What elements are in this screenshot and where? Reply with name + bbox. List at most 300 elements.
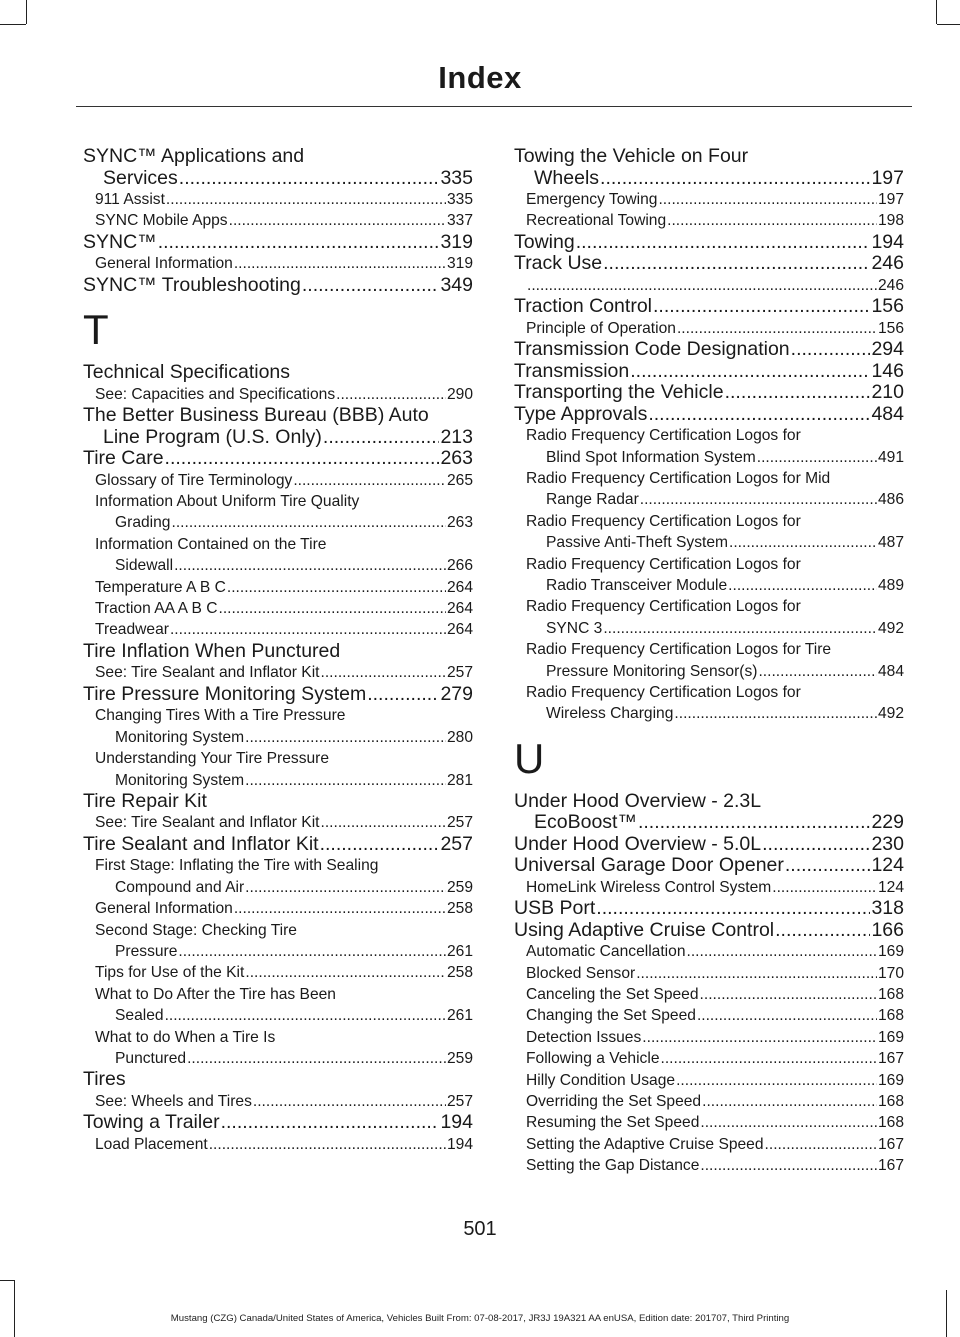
- index-entry[interactable]: [83, 362, 473, 384]
- index-subentry[interactable]: [83, 210, 473, 231]
- entry-text: Track Use: [514, 252, 603, 275]
- entry-text: Tire Repair Kit: [83, 789, 207, 812]
- entry-text: Sealed: [115, 1007, 164, 1025]
- page-reference[interactable]: 261: [446, 942, 473, 960]
- index-subentry[interactable]: [514, 1155, 904, 1176]
- index-subentry[interactable]: [83, 920, 473, 963]
- page-reference[interactable]: 194: [871, 230, 904, 253]
- entry-text: Traction AA A B C: [95, 600, 218, 618]
- page-number: 501: [463, 1218, 497, 1240]
- index-entry[interactable]: [514, 834, 904, 856]
- entry-text: SYNC™ Applications and: [83, 145, 305, 167]
- page-reference[interactable]: 169: [877, 1028, 904, 1046]
- dot-leader: [165, 448, 440, 470]
- page-reference[interactable]: 169: [877, 1071, 904, 1089]
- page-reference[interactable]: 318: [871, 897, 904, 920]
- entry-text: Radio Transceiver Module: [546, 576, 728, 594]
- page-reference[interactable]: 264: [446, 578, 473, 596]
- dot-leader: [293, 470, 446, 491]
- entry-text: Transporting the Vehicle: [514, 381, 724, 404]
- page-reference[interactable]: 246: [871, 252, 904, 275]
- index-entry[interactable]: [514, 296, 904, 318]
- page-reference[interactable]: 257: [440, 832, 473, 855]
- page-reference[interactable]: 335: [446, 191, 473, 208]
- entry-text: Wheels: [534, 166, 600, 189]
- entry-text: Transmission Code Designation: [514, 338, 790, 361]
- dot-leader: [320, 834, 440, 856]
- dot-leader: [323, 427, 440, 449]
- page-reference[interactable]: 319: [446, 255, 473, 273]
- dot-leader: [178, 941, 446, 962]
- page-reference[interactable]: 168: [877, 1007, 904, 1025]
- page-reference[interactable]: 167: [877, 1135, 904, 1153]
- index-entry[interactable]: [83, 448, 473, 470]
- page-reference[interactable]: 487: [877, 534, 904, 552]
- dot-leader: [321, 812, 446, 833]
- page-reference[interactable]: 294: [871, 338, 904, 361]
- entry-text: Recreational Towing: [526, 212, 667, 230]
- entry-text: Punctured: [115, 1049, 187, 1067]
- page-reference[interactable]: 257: [446, 814, 473, 832]
- index-subentry[interactable]: [514, 554, 904, 597]
- index-letter-heading: U: [514, 734, 545, 782]
- page-reference[interactable]: 259: [446, 878, 473, 896]
- index-entry[interactable]: [83, 684, 473, 706]
- index-subentry[interactable]: [83, 577, 473, 598]
- page-reference[interactable]: 167: [877, 1050, 904, 1068]
- dot-leader: [785, 855, 871, 877]
- dot-leader: [772, 877, 877, 898]
- entry-text: Transmission: [514, 359, 630, 382]
- dot-leader: [179, 168, 440, 190]
- entry-text: Traction Control: [514, 295, 652, 318]
- dot-leader: [687, 941, 877, 962]
- dot-leader: [245, 877, 446, 898]
- entry-text: Glossary of Tire Terminology: [95, 471, 293, 489]
- entry-text: Monitoring System: [115, 728, 245, 746]
- entry-text: Tire Care: [83, 447, 164, 470]
- entry-text: Load Placement: [95, 1135, 208, 1153]
- entry-text: Information Contained on the Tire: [95, 535, 327, 553]
- entry-text: See: Capacities and Specifications: [95, 385, 336, 403]
- dot-leader: [234, 253, 446, 274]
- entry-text: Universal Garage Door Opener: [514, 854, 784, 877]
- entry-text: SYNC 3: [546, 619, 603, 637]
- entry-text: SYNC™ Troubleshooting: [83, 273, 301, 296]
- entry-text: Compound and Air: [115, 878, 245, 896]
- index-subentry[interactable]: [83, 898, 473, 919]
- crop-mark: [14, 1280, 15, 1337]
- index-letter-heading: T: [83, 306, 109, 354]
- index-subentry[interactable]: [514, 1091, 904, 1112]
- index-subentry[interactable]: [83, 984, 473, 1027]
- entry-text: General Information: [95, 900, 233, 918]
- dot-leader: [758, 661, 877, 682]
- index-subentry[interactable]: [83, 1134, 473, 1155]
- index-subentry[interactable]: [83, 962, 473, 983]
- dot-leader: [367, 684, 439, 706]
- dot-leader: [648, 404, 870, 426]
- entry-text: Tires: [83, 1068, 126, 1091]
- dot-leader: [596, 898, 870, 920]
- index-subentry[interactable]: [514, 941, 904, 962]
- index-subentry[interactable]: [514, 596, 904, 639]
- dot-leader: [677, 318, 877, 339]
- entry-text: General Information: [95, 255, 233, 273]
- page-reference[interactable]: 213: [440, 425, 473, 448]
- entry-text: Treadwear: [95, 621, 169, 639]
- page-reference[interactable]: 263: [440, 447, 473, 470]
- entry-text: Technical Specifications: [83, 361, 291, 384]
- index-subentry[interactable]: [83, 384, 473, 405]
- entry-text: Blocked Sensor: [526, 964, 636, 982]
- dot-leader: [229, 210, 446, 231]
- page-reference[interactable]: 259: [446, 1049, 473, 1067]
- index-subentry[interactable]: [83, 705, 473, 748]
- index-subentry[interactable]: [514, 511, 904, 554]
- dot-leader: [642, 1027, 877, 1048]
- entry-text: Radio Frequency Certification Logos for: [526, 555, 801, 573]
- entry-text: What to Do After the Tire has Been: [95, 985, 336, 1003]
- page-reference[interactable]: 280: [446, 728, 473, 746]
- dot-leader: [757, 447, 877, 468]
- entry-text: Hilly Condition Usage: [526, 1071, 676, 1089]
- index-subentry[interactable]: [83, 1027, 473, 1070]
- dot-leader: [221, 1112, 440, 1134]
- dot-leader: [700, 1112, 877, 1133]
- dot-leader: [700, 984, 877, 1005]
- dot-leader: [702, 1091, 877, 1112]
- index-entry[interactable]: [514, 253, 904, 275]
- index-subentry[interactable]: [83, 748, 473, 791]
- index-subentry[interactable]: [83, 598, 473, 619]
- page-reference[interactable]: 197: [871, 166, 904, 189]
- entry-text: Pressure: [115, 942, 178, 960]
- dot-leader: [166, 189, 446, 210]
- entry-text: Radio Frequency Certification Logos for: [526, 598, 801, 616]
- entry-text: Radio Frequency Certification Logos for: [526, 427, 801, 445]
- page-reference[interactable]: 168: [877, 1093, 904, 1111]
- index-subentry[interactable]: [83, 619, 473, 640]
- dot-leader: [600, 168, 870, 190]
- page-reference[interactable]: 198: [877, 212, 904, 230]
- index-entry[interactable]: [83, 405, 473, 448]
- entry-text: Radio Frequency Certification Logos for: [526, 684, 801, 701]
- index-subentry[interactable]: [514, 984, 904, 1005]
- page-reference[interactable]: 167: [877, 1157, 904, 1175]
- page-reference[interactable]: 194: [446, 1135, 473, 1153]
- index-entry[interactable]: [514, 791, 904, 834]
- dot-leader: [640, 489, 877, 510]
- dot-leader: [321, 662, 446, 683]
- page-reference[interactable]: 258: [446, 900, 473, 918]
- dot-leader: [658, 189, 877, 210]
- entry-text: HomeLink Wireless Control System: [526, 878, 772, 896]
- index-entry[interactable]: [514, 920, 904, 942]
- dot-leader: [209, 1134, 446, 1155]
- dot-leader: [636, 963, 877, 984]
- index-subentry[interactable]: [83, 662, 473, 683]
- entry-text: See: Wheels and Tires: [95, 1092, 252, 1110]
- dot-leader: [171, 512, 445, 533]
- entry-text: Wireless Charging: [546, 705, 674, 723]
- page-reference[interactable]: 258: [446, 964, 473, 982]
- index-subentry[interactable]: [514, 275, 904, 296]
- index-entry[interactable]: [83, 1069, 473, 1091]
- index-subentry[interactable]: [514, 189, 904, 210]
- dot-leader: [762, 834, 870, 856]
- dot-leader: [700, 1155, 877, 1176]
- entry-text: The Better Business Bureau (BBB) Auto: [83, 404, 429, 427]
- dot-leader: [728, 575, 877, 596]
- index-subentry[interactable]: [83, 189, 473, 210]
- entry-text: Setting the Adaptive Cruise Speed: [526, 1135, 764, 1153]
- entry-text: Sidewall: [115, 557, 174, 575]
- crop-mark: [0, 1280, 14, 1281]
- entry-text: Grading: [115, 514, 171, 532]
- entry-text: Information About Uniform Tire Quality: [95, 493, 360, 511]
- dot-leader: [234, 898, 446, 919]
- page-title: Index: [438, 60, 522, 95]
- entry-text: Radio Frequency Certification Logos for Mid: [526, 469, 831, 487]
- page-reference[interactable]: 263: [446, 514, 473, 532]
- entry-text: Changing the Set Speed: [526, 1007, 696, 1025]
- entry-text: SYNC™: [83, 230, 157, 253]
- dot-leader: [527, 275, 877, 296]
- page-reference[interactable]: 156: [871, 295, 904, 318]
- page-reference[interactable]: 166: [871, 918, 904, 941]
- page-reference[interactable]: 492: [877, 619, 904, 637]
- entry-text: Overriding the Set Speed: [526, 1093, 702, 1111]
- dot-leader: [661, 1048, 877, 1069]
- entry-text: See: Tire Sealant and Inflator Kit: [95, 664, 320, 682]
- footer-text: Mustang (CZG) Canada/United States of America, Vehicles Built From: 07-08-2017, JR3J 19A321 AA enUSA, Edition date: 201707, Third Printing: [170, 1313, 790, 1324]
- entry-text: Line Program (U.S. Only): [103, 425, 322, 448]
- page-reference[interactable]: 156: [877, 319, 904, 337]
- page-reference[interactable]: 257: [446, 1092, 473, 1110]
- page-reference[interactable]: 279: [440, 682, 473, 705]
- index-entry[interactable]: [83, 275, 473, 297]
- page-reference[interactable]: 484: [871, 402, 904, 425]
- entry-text: Using Adaptive Cruise Control: [514, 918, 775, 941]
- entry-text: SYNC Mobile Apps: [95, 212, 228, 230]
- crop-mark: [936, 0, 937, 24]
- entry-text: See: Tire Sealant and Inflator Kit: [95, 814, 320, 832]
- dot-leader: [227, 577, 446, 598]
- dot-leader: [219, 598, 446, 619]
- index-entry[interactable]: [83, 834, 473, 856]
- index-subentry[interactable]: [514, 210, 904, 231]
- dot-leader: [638, 812, 870, 834]
- index-subentry[interactable]: [83, 812, 473, 833]
- index-subentry[interactable]: [514, 1027, 904, 1048]
- entry-text: Understanding Your Tire Pressure: [95, 750, 330, 768]
- page-reference[interactable]: 489: [877, 576, 904, 594]
- entry-text: Resuming the Set Speed: [526, 1114, 700, 1132]
- entry-text: What to do When a Tire Is: [95, 1028, 276, 1046]
- entry-text: USB Port: [514, 897, 596, 920]
- index-entry[interactable]: [514, 361, 904, 383]
- index-entry[interactable]: [83, 146, 473, 189]
- crop-mark: [937, 24, 960, 25]
- page-reference[interactable]: 168: [877, 986, 904, 1004]
- index-subentry[interactable]: [83, 253, 473, 274]
- entry-text: Pressure Monitoring Sensor(s): [546, 662, 758, 680]
- index-entry[interactable]: [83, 1112, 473, 1134]
- index-entry[interactable]: [514, 404, 904, 426]
- entry-text: Tips for Use of the Kit: [95, 964, 245, 982]
- dot-leader: [576, 232, 871, 254]
- index-subentry[interactable]: [83, 534, 473, 577]
- index-column-right: [514, 146, 904, 1177]
- dot-leader: [725, 382, 871, 404]
- page-reference[interactable]: 168: [877, 1114, 904, 1132]
- entry-text: First Stage: Inflating the Tire with Sealing: [95, 857, 379, 875]
- entry-text: Tire Inflation When Punctured: [83, 639, 341, 662]
- page-reference[interactable]: 319: [440, 230, 473, 253]
- dot-leader: [603, 253, 870, 275]
- entry-text: Emergency Towing: [526, 191, 658, 208]
- entry-text: Towing the Vehicle on Four: [514, 145, 749, 167]
- page-reference[interactable]: 264: [446, 600, 473, 618]
- page-reference[interactable]: 229: [871, 811, 904, 834]
- dot-leader: [667, 210, 877, 231]
- entry-text: Changing Tires With a Tire Pressure: [95, 707, 346, 725]
- entry-text: Blind Spot Information System: [546, 448, 756, 466]
- index-entry[interactable]: [83, 641, 473, 663]
- index-entry[interactable]: [83, 232, 473, 254]
- dot-leader: [245, 727, 446, 748]
- entry-text: 911 Assist: [95, 191, 165, 208]
- dot-leader: [170, 619, 446, 640]
- page-reference[interactable]: 194: [440, 1111, 473, 1134]
- dot-leader: [775, 920, 870, 942]
- index-subentry[interactable]: [514, 1005, 904, 1026]
- index-subentry[interactable]: [514, 1112, 904, 1133]
- page-reference[interactable]: 170: [877, 964, 904, 982]
- entry-text: Radio Frequency Certification Logos for Tire: [526, 641, 832, 659]
- page-reference[interactable]: 349: [440, 273, 473, 296]
- index-subentry[interactable]: [514, 1048, 904, 1069]
- index-column-left: [83, 146, 473, 1155]
- dot-leader: [158, 232, 440, 254]
- index-subentry[interactable]: [514, 877, 904, 898]
- entry-text: Radio Frequency Certification Logos for: [526, 512, 801, 530]
- entry-text: Second Stage: Checking Tire: [95, 921, 297, 939]
- index-subentry[interactable]: [514, 1070, 904, 1091]
- entry-text: Monitoring System: [115, 771, 245, 789]
- index-subentry[interactable]: [514, 963, 904, 984]
- index-subentry[interactable]: [514, 639, 904, 682]
- entry-text: Type Approvals: [514, 402, 648, 425]
- dot-leader: [630, 361, 870, 383]
- page-reference[interactable]: 210: [871, 381, 904, 404]
- page-reference[interactable]: 491: [877, 448, 904, 466]
- page-reference[interactable]: 257: [446, 664, 473, 682]
- index-subentry[interactable]: [83, 470, 473, 491]
- entry-text: Under Hood Overview - 5.0L: [514, 832, 762, 855]
- crop-mark: [0, 24, 26, 25]
- entry-text: Range Radar: [546, 491, 639, 509]
- page-reference[interactable]: 261: [446, 1007, 473, 1025]
- dot-leader: [336, 384, 446, 405]
- entry-text: Under Hood Overview - 2.3L: [514, 789, 762, 812]
- entry-text: Canceling the Set Speed: [526, 986, 699, 1004]
- page-reference[interactable]: 290: [446, 385, 473, 403]
- page-reference[interactable]: 124: [877, 878, 904, 896]
- page-reference[interactable]: 492: [877, 705, 904, 723]
- page-reference[interactable]: 337: [446, 212, 473, 230]
- index-subentry[interactable]: [514, 1134, 904, 1155]
- entry-text: EcoBoost™: [534, 811, 637, 834]
- page-reference[interactable]: 335: [440, 166, 473, 189]
- dot-leader: [697, 1005, 877, 1026]
- dot-leader: [165, 1005, 446, 1026]
- dot-leader: [653, 296, 870, 318]
- dot-leader: [302, 275, 440, 297]
- entry-text: Towing: [514, 230, 575, 253]
- index-entry[interactable]: [83, 791, 473, 813]
- page-reference[interactable]: 169: [877, 943, 904, 961]
- page-reference[interactable]: 484: [877, 662, 904, 680]
- entry-text: Tire Sealant and Inflator Kit: [83, 832, 319, 855]
- dot-leader: [245, 770, 446, 791]
- entry-text: Detection Issues: [526, 1028, 642, 1046]
- index-subentry[interactable]: [514, 425, 904, 468]
- page-reference[interactable]: 124: [871, 854, 904, 877]
- index-subentry[interactable]: [83, 1091, 473, 1112]
- page-reference[interactable]: 265: [446, 471, 473, 489]
- index-entry[interactable]: [514, 146, 904, 189]
- entry-text: Principle of Operation: [526, 319, 676, 337]
- page-reference[interactable]: 486: [877, 491, 904, 509]
- page-reference[interactable]: 197: [877, 191, 904, 208]
- index-subentry[interactable]: [83, 491, 473, 534]
- page-reference[interactable]: 246: [877, 276, 904, 294]
- index-entry[interactable]: [514, 232, 904, 254]
- dot-leader: [791, 339, 871, 361]
- index-subentry[interactable]: [514, 468, 904, 511]
- page-reference[interactable]: 266: [446, 557, 473, 575]
- entry-text: Towing a Trailer: [83, 1111, 220, 1134]
- dot-leader: [729, 532, 877, 553]
- dot-leader: [674, 703, 877, 724]
- dot-leader: [245, 962, 446, 983]
- dot-leader: [765, 1134, 877, 1155]
- entry-text: Passive Anti-Theft System: [546, 534, 728, 552]
- dot-leader: [174, 555, 446, 576]
- index-entry[interactable]: [514, 339, 904, 361]
- index-subentry[interactable]: [514, 318, 904, 339]
- dot-leader: [187, 1048, 446, 1069]
- index-entry[interactable]: [514, 855, 904, 877]
- index-subentry[interactable]: [83, 855, 473, 898]
- index-entry[interactable]: [514, 898, 904, 920]
- page-reference[interactable]: 230: [871, 832, 904, 855]
- entry-text: Tire Pressure Monitoring System: [83, 682, 367, 705]
- entry-text: Following a Vehicle: [526, 1050, 660, 1068]
- page-reference[interactable]: 264: [446, 621, 473, 639]
- page-reference[interactable]: 281: [446, 771, 473, 789]
- index-entry[interactable]: [514, 382, 904, 404]
- entry-text: Temperature A B C: [95, 578, 226, 596]
- entry-text: Setting the Gap Distance: [526, 1157, 700, 1175]
- dot-leader: [676, 1070, 877, 1091]
- title-divider: [76, 106, 912, 107]
- page-reference[interactable]: 146: [871, 359, 904, 382]
- index-subentry[interactable]: [514, 682, 904, 725]
- dot-leader: [603, 618, 877, 639]
